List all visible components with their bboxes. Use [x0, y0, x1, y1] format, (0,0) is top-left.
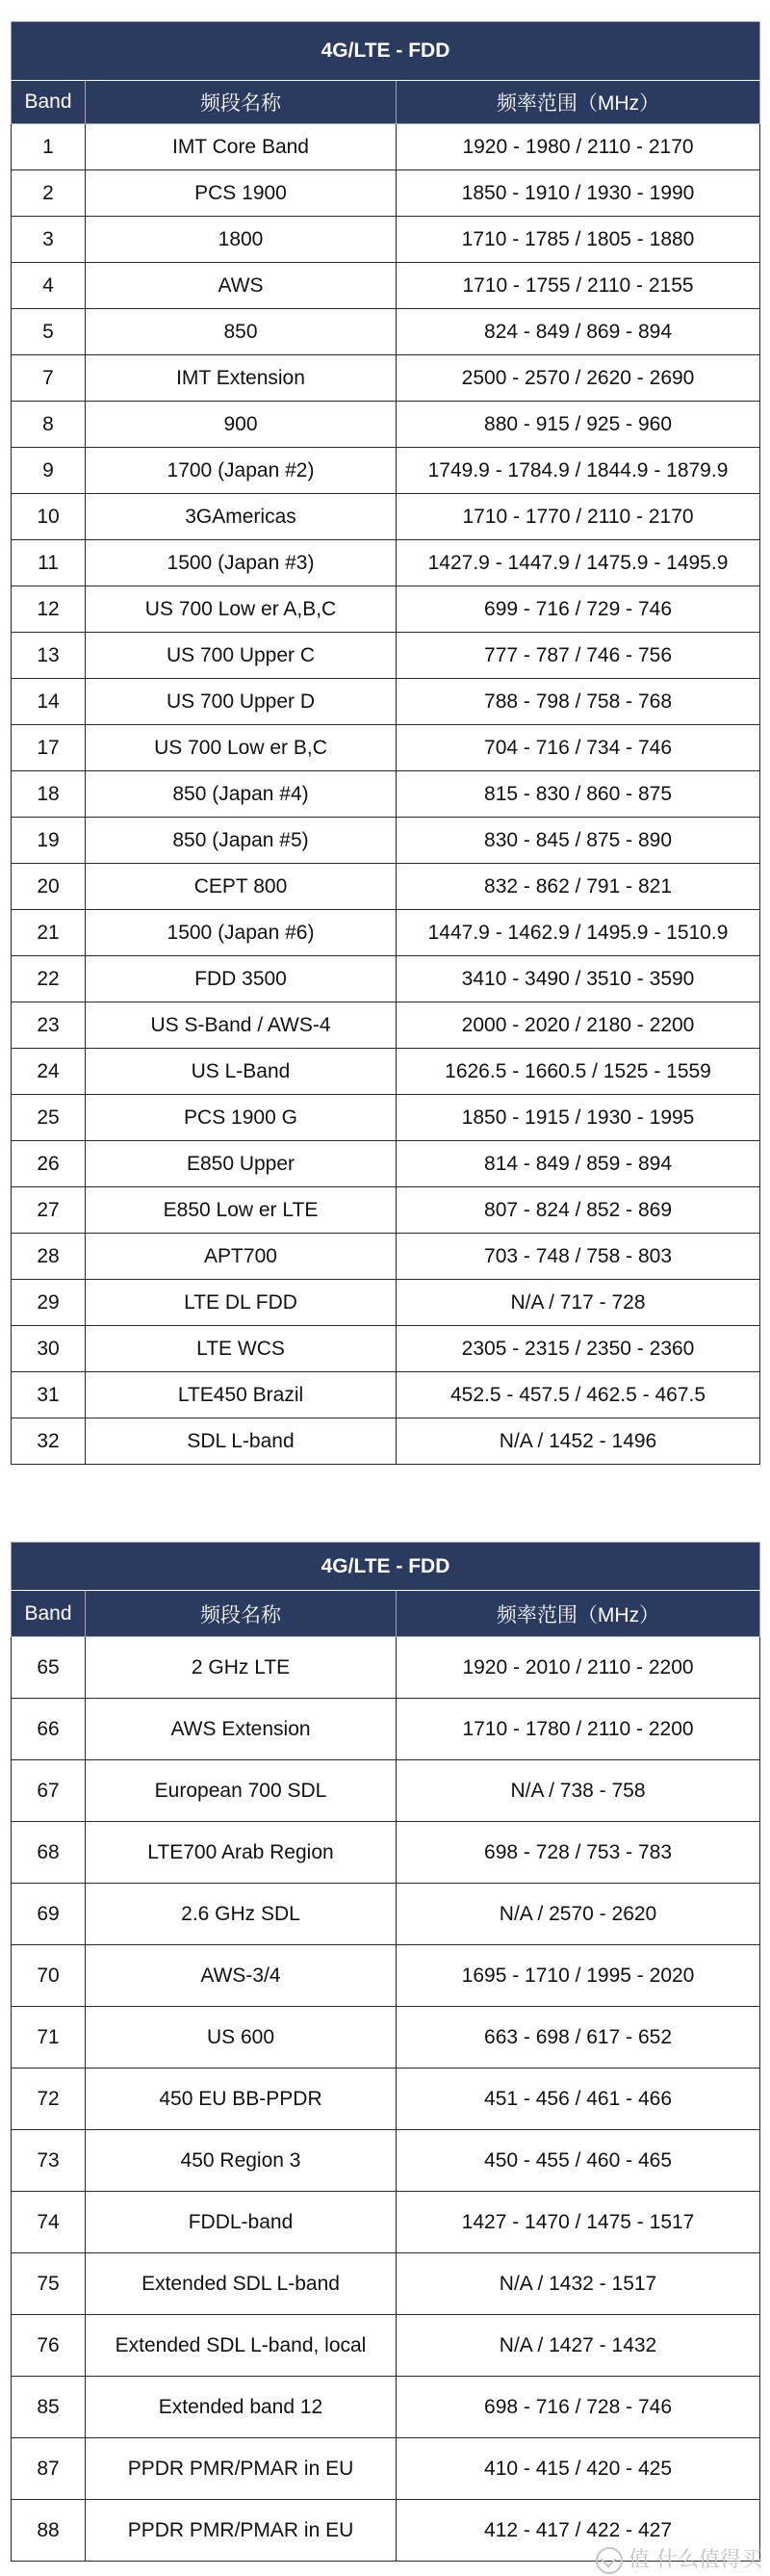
band-name-cell: 1500 (Japan #6) [86, 910, 397, 956]
band-number-cell: 74 [12, 2192, 86, 2253]
table-row [12, 818, 760, 864]
band-number-cell: 24 [12, 1049, 86, 1095]
band-name-cell: FDD 3500 [86, 956, 397, 1002]
frequency-range-cell: 1695 - 1710 / 1995 - 2020 [397, 1945, 760, 2007]
band-name-cell: FDDL-band [86, 2192, 397, 2253]
table-row [12, 2007, 760, 2069]
frequency-range-cell: 698 - 728 / 753 - 783 [397, 1822, 760, 1884]
band-name-cell: SDL L-band [86, 1418, 397, 1465]
table-row [12, 263, 760, 309]
frequency-range-cell: 880 - 915 / 925 - 960 [397, 402, 760, 448]
band-number-cell: 87 [12, 2438, 86, 2500]
smzdm-logo-icon [596, 2547, 623, 2574]
table-row [12, 1326, 760, 1372]
band-number-cell: 21 [12, 910, 86, 956]
band-name-cell: 1700 (Japan #2) [86, 448, 397, 494]
table-row [12, 1141, 760, 1187]
band-number-cell: 7 [12, 355, 86, 402]
band-number-cell: 5 [12, 309, 86, 355]
table-row [12, 2069, 760, 2130]
column-header-range: 频率范围（MHz） [397, 81, 760, 124]
frequency-range-cell: 663 - 698 / 617 - 652 [397, 2007, 760, 2069]
frequency-range-cell: 2305 - 2315 / 2350 - 2360 [397, 1326, 760, 1372]
band-number-cell: 70 [12, 1945, 86, 2007]
band-name-cell: 3GAmericas [86, 494, 397, 540]
table-row [12, 771, 760, 818]
frequency-range-cell: N/A / 1452 - 1496 [397, 1418, 760, 1465]
band-name-cell: PCS 1900 [86, 170, 397, 217]
table-body [12, 1637, 760, 2562]
band-name-cell: LTE700 Arab Region [86, 1822, 397, 1884]
frequency-range-cell: 412 - 417 / 422 - 427 [397, 2500, 760, 2562]
band-name-cell: 2.6 GHz SDL [86, 1884, 397, 1945]
frequency-range-cell: 2000 - 2020 / 2180 - 2200 [397, 1002, 760, 1049]
band-number-cell: 20 [12, 864, 86, 910]
band-number-cell: 3 [12, 217, 86, 263]
band-number-cell: 76 [12, 2315, 86, 2377]
watermark-text: 值 什么值得买 [629, 2548, 762, 2572]
frequency-range-cell: N/A / 1427 - 1432 [397, 2315, 760, 2377]
frequency-range-cell: 824 - 849 / 869 - 894 [397, 309, 760, 355]
band-number-cell: 72 [12, 2069, 86, 2130]
band-number-cell: 85 [12, 2377, 86, 2438]
band-name-cell: LTE450 Brazil [86, 1372, 397, 1418]
band-number-cell: 68 [12, 1822, 86, 1884]
table-row [12, 1418, 760, 1465]
table-row [12, 1760, 760, 1822]
table-row [12, 2315, 760, 2377]
table-row [12, 1637, 760, 1699]
frequency-range-cell: 703 - 748 / 758 - 803 [397, 1234, 760, 1280]
table-row [12, 633, 760, 679]
frequency-range-cell: N/A / 1432 - 1517 [397, 2253, 760, 2315]
frequency-range-cell: 452.5 - 457.5 / 462.5 - 467.5 [397, 1372, 760, 1418]
table-row [12, 1884, 760, 1945]
band-number-cell: 18 [12, 771, 86, 818]
frequency-range-cell: 1749.9 - 1784.9 / 1844.9 - 1879.9 [397, 448, 760, 494]
band-number-cell: 11 [12, 540, 86, 586]
band-name-cell: European 700 SDL [86, 1760, 397, 1822]
table-row [12, 170, 760, 217]
table-row [12, 2438, 760, 2500]
band-name-cell: US 700 Upper D [86, 679, 397, 725]
table-row [12, 1280, 760, 1326]
band-name-cell: 450 EU BB-PPDR [86, 2069, 397, 2130]
band-name-cell: 1800 [86, 217, 397, 263]
band-number-cell: 19 [12, 818, 86, 864]
column-header-band: Band [12, 81, 86, 124]
band-name-cell: PPDR PMR/PMAR in EU [86, 2438, 397, 2500]
band-number-cell: 29 [12, 1280, 86, 1326]
frequency-range-cell: 815 - 830 / 860 - 875 [397, 771, 760, 818]
frequency-range-cell: 1626.5 - 1660.5 / 1525 - 1559 [397, 1049, 760, 1095]
table-title: 4G/LTE - FDD [12, 1543, 760, 1591]
table-row [12, 1822, 760, 1884]
band-name-cell: PCS 1900 G [86, 1095, 397, 1141]
band-name-cell: 900 [86, 402, 397, 448]
band-name-cell: US 600 [86, 2007, 397, 2069]
table-row [12, 1049, 760, 1095]
table-row [12, 586, 760, 633]
band-name-cell: AWS [86, 263, 397, 309]
band-number-cell: 67 [12, 1760, 86, 1822]
frequency-range-cell: 3410 - 3490 / 3510 - 3590 [397, 956, 760, 1002]
column-header-name: 频段名称 [86, 81, 397, 124]
band-number-cell: 32 [12, 1418, 86, 1465]
frequency-range-cell: 410 - 415 / 420 - 425 [397, 2438, 760, 2500]
frequency-range-cell: 699 - 716 / 729 - 746 [397, 586, 760, 633]
band-number-cell: 9 [12, 448, 86, 494]
band-number-cell: 25 [12, 1095, 86, 1141]
band-number-cell: 31 [12, 1372, 86, 1418]
band-name-cell: US L-Band [86, 1049, 397, 1095]
band-number-cell: 75 [12, 2253, 86, 2315]
band-number-cell: 28 [12, 1234, 86, 1280]
band-number-cell: 66 [12, 1699, 86, 1760]
band-table-2 [11, 1542, 760, 2562]
frequency-range-cell: 1427 - 1470 / 1475 - 1517 [397, 2192, 760, 2253]
table-row [12, 1187, 760, 1234]
table-row [12, 540, 760, 586]
band-name-cell: CEPT 800 [86, 864, 397, 910]
band-name-cell: Extended SDL L-band [86, 2253, 397, 2315]
table-row [12, 2377, 760, 2438]
band-number-cell: 10 [12, 494, 86, 540]
band-name-cell: US S-Band / AWS-4 [86, 1002, 397, 1049]
band-name-cell: US 700 Low er B,C [86, 725, 397, 771]
band-name-cell: APT700 [86, 1234, 397, 1280]
table-row [12, 679, 760, 725]
band-number-cell: 8 [12, 402, 86, 448]
frequency-range-cell: 832 - 862 / 791 - 821 [397, 864, 760, 910]
band-number-cell: 69 [12, 1884, 86, 1945]
frequency-range-cell: 698 - 716 / 728 - 746 [397, 2377, 760, 2438]
band-number-cell: 22 [12, 956, 86, 1002]
table-row [12, 910, 760, 956]
band-number-cell: 27 [12, 1187, 86, 1234]
frequency-range-cell: 1710 - 1755 / 2110 - 2155 [397, 263, 760, 309]
table-row [12, 1234, 760, 1280]
frequency-range-cell: 814 - 849 / 859 - 894 [397, 1141, 760, 1187]
frequency-range-cell: 788 - 798 / 758 - 768 [397, 679, 760, 725]
frequency-range-cell: 807 - 824 / 852 - 869 [397, 1187, 760, 1234]
band-name-cell: US 700 Upper C [86, 633, 397, 679]
band-name-cell: IMT Extension [86, 355, 397, 402]
watermark [596, 2543, 762, 2574]
band-name-cell: Extended SDL L-band, local [86, 2315, 397, 2377]
table-row [12, 2192, 760, 2253]
table-row [12, 494, 760, 540]
frequency-range-cell: 704 - 716 / 734 - 746 [397, 725, 760, 771]
frequency-range-cell: N/A / 738 - 758 [397, 1760, 760, 1822]
table-body [12, 124, 760, 1465]
column-header-range: 频率范围（MHz） [397, 1591, 760, 1637]
table-row [12, 2253, 760, 2315]
frequency-range-cell: 1920 - 1980 / 2110 - 2170 [397, 124, 760, 170]
table-row [12, 217, 760, 263]
band-name-cell: 850 (Japan #4) [86, 771, 397, 818]
frequency-range-cell: 1920 - 2010 / 2110 - 2200 [397, 1637, 760, 1699]
table-row [12, 402, 760, 448]
band-name-cell: 2 GHz LTE [86, 1637, 397, 1699]
band-number-cell: 71 [12, 2007, 86, 2069]
band-name-cell: IMT Core Band [86, 124, 397, 170]
table-row [12, 725, 760, 771]
frequency-range-cell: 450 - 455 / 460 - 465 [397, 2130, 760, 2192]
band-number-cell: 73 [12, 2130, 86, 2192]
band-name-cell: 1500 (Japan #3) [86, 540, 397, 586]
table-row [12, 1002, 760, 1049]
frequency-range-cell: 1447.9 - 1462.9 / 1495.9 - 1510.9 [397, 910, 760, 956]
band-name-cell: AWS-3/4 [86, 1945, 397, 2007]
table-row [12, 309, 760, 355]
band-name-cell: PPDR PMR/PMAR in EU [86, 2500, 397, 2562]
frequency-range-cell: 1710 - 1770 / 2110 - 2170 [397, 494, 760, 540]
band-number-cell: 14 [12, 679, 86, 725]
band-number-cell: 26 [12, 1141, 86, 1187]
band-name-cell: 850 (Japan #5) [86, 818, 397, 864]
column-header-band: Band [12, 1591, 86, 1637]
frequency-range-cell: 777 - 787 / 746 - 756 [397, 633, 760, 679]
frequency-range-cell: 451 - 456 / 461 - 466 [397, 2069, 760, 2130]
band-number-cell: 23 [12, 1002, 86, 1049]
frequency-range-cell: N/A / 2570 - 2620 [397, 1884, 760, 1945]
band-name-cell: Extended band 12 [86, 2377, 397, 2438]
table-row [12, 864, 760, 910]
band-number-cell: 1 [12, 124, 86, 170]
band-name-cell: 850 [86, 309, 397, 355]
band-number-cell: 17 [12, 725, 86, 771]
band-name-cell: US 700 Low er A,B,C [86, 586, 397, 633]
table-title: 4G/LTE - FDD [12, 22, 760, 81]
frequency-range-cell: 830 - 845 / 875 - 890 [397, 818, 760, 864]
band-name-cell: 450 Region 3 [86, 2130, 397, 2192]
frequency-range-cell: 1427.9 - 1447.9 / 1475.9 - 1495.9 [397, 540, 760, 586]
table-row [12, 1095, 760, 1141]
table-row [12, 2130, 760, 2192]
band-number-cell: 30 [12, 1326, 86, 1372]
column-header-name: 频段名称 [86, 1591, 397, 1637]
table-row [12, 1945, 760, 2007]
frequency-range-cell: 2500 - 2570 / 2620 - 2690 [397, 355, 760, 402]
band-number-cell: 4 [12, 263, 86, 309]
table-row [12, 1699, 760, 1760]
band-name-cell: E850 Upper [86, 1141, 397, 1187]
band-number-cell: 88 [12, 2500, 86, 2562]
table-row [12, 124, 760, 170]
band-name-cell: LTE DL FDD [86, 1280, 397, 1326]
band-name-cell: AWS Extension [86, 1699, 397, 1760]
band-name-cell: LTE WCS [86, 1326, 397, 1372]
frequency-range-cell: 1710 - 1785 / 1805 - 1880 [397, 217, 760, 263]
table-row [12, 956, 760, 1002]
frequency-range-cell: 1850 - 1915 / 1930 - 1995 [397, 1095, 760, 1141]
band-name-cell: E850 Low er LTE [86, 1187, 397, 1234]
table-row [12, 355, 760, 402]
band-table-1 [11, 21, 760, 1465]
table-row [12, 1372, 760, 1418]
band-number-cell: 13 [12, 633, 86, 679]
frequency-range-cell: 1850 - 1910 / 1930 - 1990 [397, 170, 760, 217]
band-number-cell: 65 [12, 1637, 86, 1699]
band-number-cell: 2 [12, 170, 86, 217]
table-row [12, 448, 760, 494]
frequency-range-cell: N/A / 717 - 728 [397, 1280, 760, 1326]
band-number-cell: 12 [12, 586, 86, 633]
frequency-range-cell: 1710 - 1780 / 2110 - 2200 [397, 1699, 760, 1760]
